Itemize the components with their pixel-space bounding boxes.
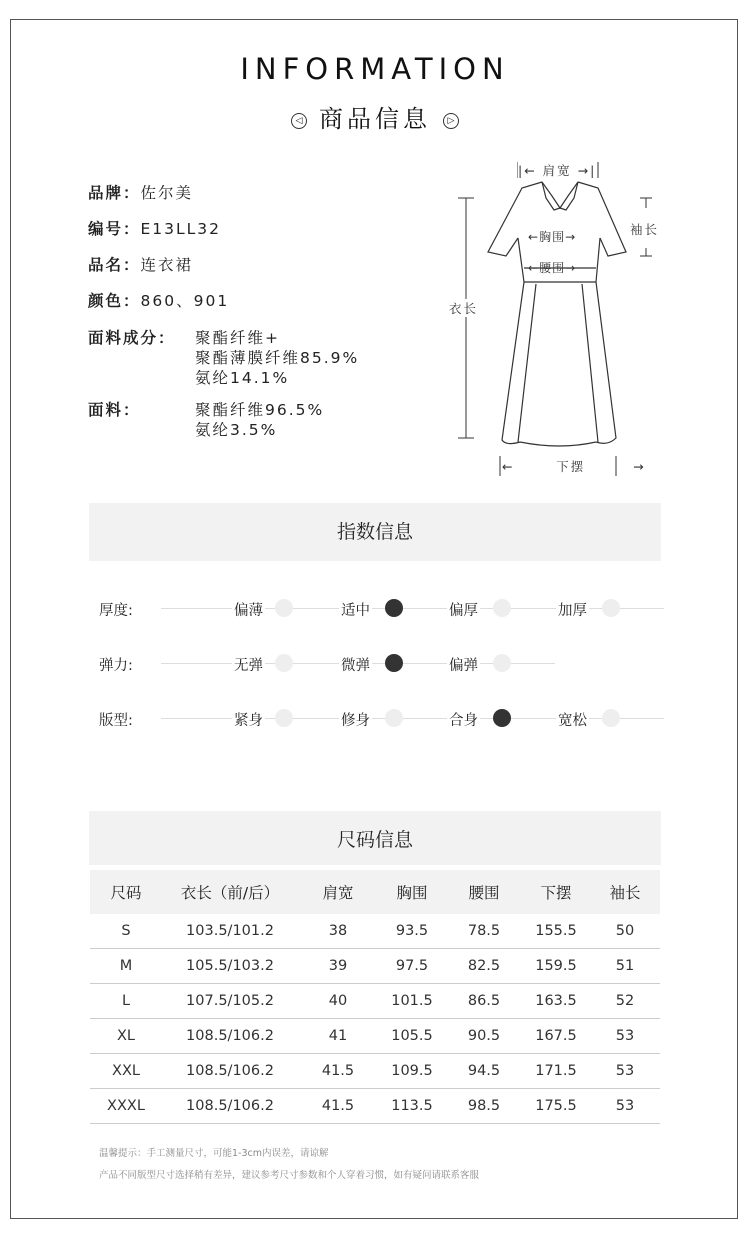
size-col-header: 腰围 <box>446 870 522 914</box>
table-cell: 50 <box>590 914 660 949</box>
table-row <box>90 1054 660 1089</box>
table-cell: XL <box>90 1019 162 1054</box>
table-cell: 39 <box>298 949 378 984</box>
table-cell: M <box>90 949 162 984</box>
length-label: 衣长 <box>449 301 479 316</box>
fabric-line: 氨纶3.5% <box>195 421 278 439</box>
table-cell: 109.5 <box>378 1054 446 1089</box>
table-cell: 94.5 <box>446 1054 522 1089</box>
size-table-header <box>90 870 660 914</box>
index-option: 修身 <box>339 709 372 730</box>
index-option: 微弹 <box>339 654 372 675</box>
table-cell: 155.5 <box>522 914 590 949</box>
table-cell: 38 <box>298 914 378 949</box>
index-option: 偏弹 <box>447 654 480 675</box>
table-cell: 101.5 <box>378 984 446 1019</box>
table-cell: 171.5 <box>522 1054 590 1089</box>
index-dot <box>275 709 293 727</box>
index-row-label: 版型: <box>99 713 133 729</box>
composition-line: 氨纶14.1% <box>195 369 290 387</box>
table-row <box>90 984 660 1019</box>
index-option: 合身 <box>447 709 480 730</box>
size-col-header: 袖长 <box>590 870 660 914</box>
table-row <box>90 914 660 949</box>
info-label: 品名： <box>88 256 141 274</box>
info-value: 860、901 <box>140 292 230 310</box>
info-color <box>88 291 229 311</box>
size-table <box>90 870 660 1124</box>
table-cell: 163.5 <box>522 984 590 1019</box>
bust-label: ←胸围→ <box>528 230 577 244</box>
shoulder-text: 肩宽 <box>542 163 572 178</box>
size-col-header: 尺码 <box>90 870 162 914</box>
table-cell: 90.5 <box>446 1019 522 1054</box>
table-cell: S <box>90 914 162 949</box>
table-cell: 105.5 <box>378 1019 446 1054</box>
table-row <box>90 1019 660 1054</box>
note-line: 温馨提示：手工测量尺寸，可能1-3cm内误差，请谅解 <box>99 1148 329 1159</box>
index-dot <box>602 599 620 617</box>
table-cell: 97.5 <box>378 949 446 984</box>
hem-label: ← 下摆 → <box>502 459 646 474</box>
waist-label: ←腰围→ <box>528 261 577 275</box>
bust-text: 胸围 <box>539 230 566 244</box>
index-section-title: 指数信息 <box>89 503 661 561</box>
table-cell: XXL <box>90 1054 162 1089</box>
dress-outline-icon <box>440 150 680 490</box>
index-dot <box>493 599 511 617</box>
table-cell: 53 <box>590 1019 660 1054</box>
info-value: E13LL32 <box>140 220 222 238</box>
info-brand <box>88 183 193 203</box>
info-value: 连衣裙 <box>140 256 194 274</box>
index-option: 适中 <box>339 599 372 620</box>
fabric-line: 聚酯纤维96.5% <box>195 401 325 419</box>
table-cell: 167.5 <box>522 1019 590 1054</box>
size-section-title: 尺码信息 <box>89 811 661 865</box>
info-fabric <box>88 400 325 439</box>
index-dot <box>275 654 293 672</box>
arrow-right-icon: ▷ <box>443 113 459 129</box>
size-col-header: 肩宽 <box>298 870 378 914</box>
table-cell: 98.5 <box>446 1089 522 1124</box>
index-dot <box>275 599 293 617</box>
table-cell: 78.5 <box>446 914 522 949</box>
index-row-elasticity <box>99 651 664 675</box>
info-name <box>88 255 193 275</box>
info-code <box>88 219 221 239</box>
info-composition <box>88 328 360 387</box>
index-row-label: 弹力: <box>99 658 133 674</box>
table-cell: 41.5 <box>298 1089 378 1124</box>
index-row-thickness <box>99 596 664 620</box>
table-cell: 105.5/103.2 <box>162 949 298 984</box>
table-row <box>90 1089 660 1124</box>
composition-line: 聚酯纤维+ <box>195 329 280 347</box>
sleeve-label: 袖长 <box>630 222 660 237</box>
index-row-fit <box>99 706 664 730</box>
table-cell: 82.5 <box>446 949 522 984</box>
dress-diagram <box>440 150 680 490</box>
info-label: 面料： <box>88 401 141 419</box>
table-cell: 103.5/101.2 <box>162 914 298 949</box>
info-label: 品牌： <box>88 184 141 202</box>
info-label: 编号： <box>88 220 141 238</box>
table-cell: XXXL <box>90 1089 162 1124</box>
shoulder-label: |← 肩宽 →| <box>518 163 597 178</box>
title-en: INFORMATION <box>240 52 510 86</box>
index-option: 偏薄 <box>232 599 265 620</box>
note-line: 产品不同版型尺寸选择稍有差异，建议参考尺寸参数和个人穿着习惯，如有疑问请联系客服 <box>99 1170 480 1181</box>
index-row-label: 厚度: <box>99 603 133 619</box>
index-dot-selected <box>493 709 511 727</box>
info-label: 面料成分： <box>88 329 176 347</box>
info-value: 佐尔美 <box>140 184 194 202</box>
table-cell: 108.5/106.2 <box>162 1019 298 1054</box>
hem-text: 下摆 <box>556 459 586 474</box>
index-dot-selected <box>385 599 403 617</box>
table-cell: 86.5 <box>446 984 522 1019</box>
table-cell: 108.5/106.2 <box>162 1054 298 1089</box>
table-cell: 40 <box>298 984 378 1019</box>
table-cell: 41.5 <box>298 1054 378 1089</box>
table-cell: L <box>90 984 162 1019</box>
index-option: 无弹 <box>232 654 265 675</box>
index-option: 加厚 <box>556 599 589 620</box>
table-cell: 53 <box>590 1054 660 1089</box>
size-col-header: 胸围 <box>378 870 446 914</box>
table-cell: 159.5 <box>522 949 590 984</box>
index-dot <box>385 709 403 727</box>
size-col-header: 衣长（前/后） <box>162 870 298 914</box>
info-value <box>195 328 359 388</box>
arrow-left-icon: ◁ <box>291 113 307 129</box>
table-cell: 107.5/105.2 <box>162 984 298 1019</box>
table-cell: 113.5 <box>378 1089 446 1124</box>
index-option: 宽松 <box>556 709 589 730</box>
size-col-header: 下摆 <box>522 870 590 914</box>
info-value <box>195 400 324 440</box>
index-dot <box>602 709 620 727</box>
table-cell: 51 <box>590 949 660 984</box>
table-cell: 41 <box>298 1019 378 1054</box>
index-option: 紧身 <box>232 709 265 730</box>
index-dot <box>493 654 511 672</box>
index-dot-selected <box>385 654 403 672</box>
table-cell: 52 <box>590 984 660 1019</box>
table-cell: 93.5 <box>378 914 446 949</box>
table-cell: 108.5/106.2 <box>162 1089 298 1124</box>
table-cell: 53 <box>590 1089 660 1124</box>
title-cn-text: 商品信息 <box>319 105 431 133</box>
index-option: 偏厚 <box>447 599 480 620</box>
composition-line: 聚酯薄膜纤维85.9% <box>195 349 360 367</box>
table-cell: 175.5 <box>522 1089 590 1124</box>
info-label: 颜色： <box>88 292 141 310</box>
title-cn <box>0 99 750 134</box>
table-row <box>90 949 660 984</box>
waist-text: 腰围 <box>539 261 566 275</box>
